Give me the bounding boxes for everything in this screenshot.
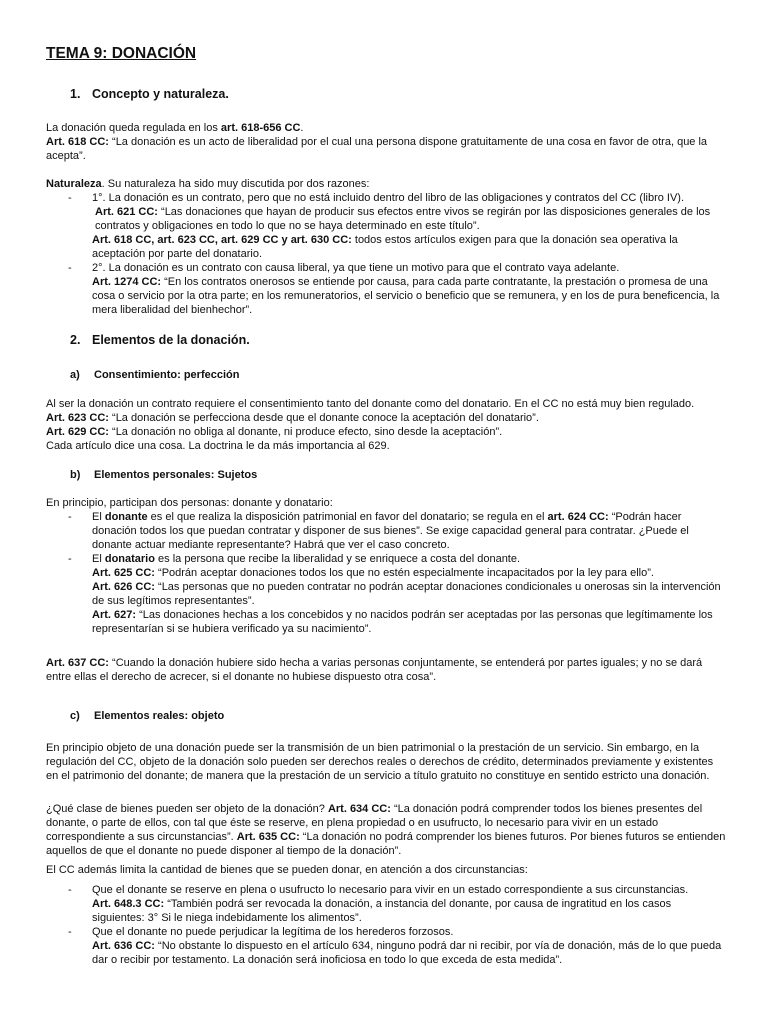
nature-bullet-2 — [46, 261, 726, 317]
art-621-ref: Art. 621 CC: — [95, 206, 158, 218]
nature-intro — [46, 177, 726, 191]
donante-pre: El — [92, 511, 105, 523]
subjects-paragraph — [46, 496, 726, 636]
goods-text-line — [46, 802, 726, 858]
subsection-c-title: Elementos reales: objeto — [94, 710, 225, 722]
section-1-number: 1. — [70, 87, 81, 101]
subsection-a-number: a) — [70, 369, 80, 381]
section-1-title: Concepto y naturaleza. — [92, 87, 229, 101]
art-1274-ref: Art. 1274 CC: — [92, 276, 162, 288]
subsection-a-heading — [70, 368, 750, 382]
art-621-line — [92, 205, 726, 233]
art-629-text: “La donación no obliga al donante, ni produce efecto, sino desde la aceptación”. — [108, 426, 503, 438]
nature-paragraph — [46, 177, 726, 317]
art-636-line — [92, 939, 726, 967]
art-623-text: “La donación se perfecciona desde que el donante conoce la aceptación del donatario”. — [108, 412, 539, 424]
bullet-dash: - — [68, 884, 72, 896]
concept-paragraph — [46, 121, 726, 163]
art-636-text: “No obstante lo dispuesto en el artículo 634, ninguno podrá dar ni recibir, por vía de donación, más de lo que pueda dar o recibir por testamento. La donación será inoficiosa en todo lo que exceda de esta medida”. — [92, 940, 722, 966]
subsection-c-heading — [70, 709, 750, 723]
limit-bullet-1 — [46, 883, 726, 925]
subsection-a-title: Consentimiento: perfección — [94, 369, 240, 381]
art-637-text: “Cuando la donación hubiere sido hecha a varias personas conjuntamente, se entenderá por partes iguales; y no se dará entre ellas el derecho de acrecer, si el donante no hubiese dispuesto otra cosa”. — [46, 657, 703, 683]
art-625-text: “Podrán aceptar donaciones todos los que no estén especialmente incapacitados por la ley para ello”. — [154, 567, 654, 579]
bullet-dash: - — [68, 511, 72, 523]
arts-acceptance-ref: Art. 618 CC, art. 623 CC, art. 629 CC y art. 630 CC: — [92, 234, 352, 246]
art-637-ref: Art. 637 CC: — [46, 657, 109, 669]
bullet-dash: - — [68, 262, 72, 274]
art-626-text: “Las personas que no pueden contratar no podrán aceptar donaciones condicionales u onerosas sin la intervención de sus legítimos representantes”. — [92, 581, 721, 607]
object-paragraph — [46, 741, 726, 783]
art-635-text: “La donación no podrá comprender los bienes futuros. Por bienes futuros se entienden aquellos de que el donante no puede disponer al tiempo de la donación”. — [46, 831, 726, 857]
section-2-heading — [70, 333, 750, 347]
bullet-dash: - — [68, 926, 72, 938]
limits-intro: El CC además limita la cantidad de bienes que se pueden donar, en atención a dos circunstancias: — [46, 864, 528, 876]
art-626-ref: Art. 626 CC: — [92, 581, 155, 593]
art-1274-line — [92, 275, 726, 317]
object-text: En principio objeto de una donación puede ser la transmisión de un bien patrimonial o la prestación de un servicio. Sin embargo, en la regulación del CC, objeto de la donación solo pueden ser derechos reales o derechos de crédito, determinados previamente y existentes en el patrimonio del donante; de manera que la prestación de un servicio a título gratuito no constituye en sentido estricto una donación. — [46, 742, 714, 782]
art-625-ref: Art. 625 CC: — [92, 567, 155, 579]
donatario-pre: El — [92, 553, 105, 565]
donante-mid: es el que realiza la disposición patrimonial en favor del donatario; se regula en el — [147, 511, 548, 523]
limit-2-text: Que el donante no puede perjudicar la legítima de los herederos forzosos. — [92, 926, 454, 938]
regulation-ref: art. 618-656 CC — [220, 122, 301, 134]
regulation-end: . — [300, 122, 304, 134]
art-1274-text: “En los contratos onerosos se entiende por causa, para cada parte contratante, la prestación o promesa de una cosa o servicio por la otra parte; en los remuneratorios, el servicio o beneficio que se remunera, y en los de pura beneficencia, la mera liberalidad del bienhechor”. — [92, 276, 720, 316]
art-629-ref: Art. 629 CC: — [46, 426, 109, 438]
art-627-line — [92, 608, 726, 636]
art-637-line — [46, 656, 726, 684]
nature-label: Naturaleza — [46, 178, 102, 190]
art-627-text: “Las donaciones hechas a los concebidos y no nacidos podrán ser aceptadas por las personas que legítimamente los representarían si se hubiera verificado ya su nacimiento”. — [92, 609, 713, 635]
art-618-ref: Art. 618 CC: — [46, 136, 109, 148]
donatario-term: donatario — [104, 553, 155, 565]
nature-bullet-1-text: 1°. La donación es un contrato, pero que no está incluido dentro del libro de las obligaciones y contratos del CC (libro IV). — [92, 192, 685, 204]
art-648-text: “También podrá ser revocada la donación, a instancia del donante, por causa de ingratitud en los casos siguientes: 3° Si le niega indebidamente los alimentos”. — [92, 898, 672, 924]
art-636-ref: Art. 636 CC: — [92, 940, 155, 952]
art-648-line — [92, 897, 726, 925]
donante-bullet — [46, 510, 726, 552]
doctrine-text: Cada artículo dice una cosa. La doctrina le da más importancia al 629. — [46, 440, 390, 452]
art-625-line — [92, 566, 726, 580]
goods-paragraph — [46, 802, 726, 858]
art-621-text: “Las donaciones que hayan de producir sus efectos entre vivos se regirán por las disposiciones generales de los contratos y obligaciones en todo lo que no se haya determinado en este título”. — [95, 206, 711, 232]
donatario-text-line — [92, 552, 726, 566]
document-title: TEMA 9: DONACIÓN — [46, 45, 197, 62]
consent-paragraph — [46, 397, 726, 453]
donante-term: donante — [104, 511, 148, 523]
nature-bullet-2-text: 2°. La donación es un contrato con causa liberal, ya que tiene un motivo para que el contrato vaya adelante. — [92, 262, 620, 274]
art-624-ref: art. 624 CC: — [547, 511, 609, 523]
limit-bullet-2 — [46, 925, 726, 967]
donante-text-line — [92, 510, 726, 552]
arts-acceptance-text: todos estos artículos exigen para que la donación sea operativa la aceptación por parte del donatario. — [92, 234, 678, 260]
art-626-line — [92, 580, 726, 608]
regulation-text: La donación queda regulada en los — [46, 122, 221, 134]
bullet-dash: - — [68, 553, 72, 565]
subsection-c-number: c) — [70, 710, 80, 722]
regulation-line — [46, 121, 726, 135]
nature-bullet-1 — [46, 191, 726, 261]
art-624-text: “Podrán hacer donación todos los que puedan contratar y disponer de sus bienes”. Se exige capacidad general para contratar. ¿Puede el donante actuar mediante representante? Habrá que ver el caso concreto. — [92, 511, 689, 551]
donatario-text: es la persona que recibe la liberalidad y se enriquece a costa del donante. — [154, 553, 521, 565]
art-634-ref: Art. 634 CC: — [327, 803, 391, 815]
goods-question: ¿Qué clase de bienes pueden ser objeto de la donación? — [46, 803, 328, 815]
section-2-number: 2. — [70, 333, 81, 347]
donatario-bullet — [46, 552, 726, 636]
art-623-ref: Art. 623 CC: — [46, 412, 109, 424]
art-629-line — [46, 425, 726, 439]
nature-text: . Su naturaleza ha sido muy discutida por dos razones: — [101, 178, 370, 190]
section-2-title: Elementos de la donación. — [92, 333, 250, 347]
art-635-ref: Art. 635 CC: — [236, 831, 300, 843]
art-627-ref: Art. 627: — [92, 609, 137, 621]
consent-text: Al ser la donación un contrato requiere el consentimiento tanto del donante como del donatario. En el CC no está muy bien regulado. — [46, 398, 695, 410]
limits-paragraph — [46, 863, 726, 967]
subsection-b-title: Elementos personales: Sujetos — [94, 469, 258, 481]
subsection-b-heading — [70, 468, 750, 482]
art-623-line — [46, 411, 726, 425]
bullet-dash: - — [68, 192, 72, 204]
limit-1-text: Que el donante se reserve en plena o usufructo lo necesario para vivir en un estado correspondiente a sus circunstancias. — [92, 884, 689, 896]
art-618-line — [46, 135, 726, 163]
art-618-text: “La donación es un acto de liberalidad por el cual una persona dispone gratuitamente de una cosa en favor de otra, que la acepta”. — [46, 136, 708, 162]
subsection-b-number: b) — [70, 469, 81, 481]
art-637-paragraph — [46, 656, 726, 684]
art-648-ref: Art. 648.3 CC: — [92, 898, 165, 910]
section-1-heading — [70, 87, 750, 101]
art-634-text: “La donación podrá comprender todos los bienes presentes del donante, o parte de ellos, con tal que éste se reserve, en plena propiedad o en usufructo, lo necesario para vivir en un estado correspondiente a sus circunstancias”. — [46, 803, 703, 843]
art-618-623-line — [92, 233, 726, 261]
subjects-intro: En principio, participan dos personas: donante y donatario: — [46, 497, 333, 509]
